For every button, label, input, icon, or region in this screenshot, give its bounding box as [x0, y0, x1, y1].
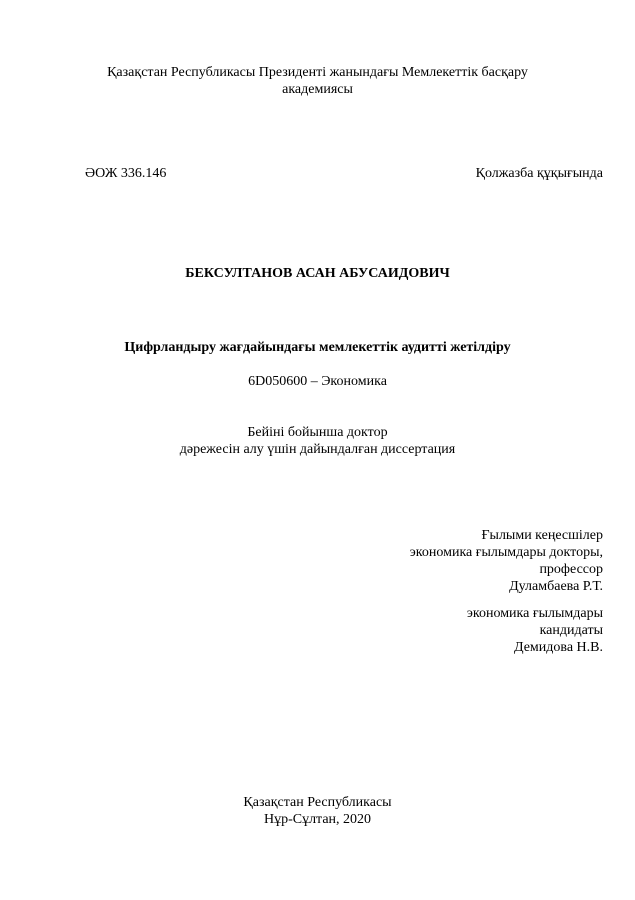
footer-country: Қазақстан Республикасы: [243, 795, 392, 810]
author-name: БЕКСУЛТАНОВ АСАН АБУСАИДОВИЧ: [185, 266, 450, 281]
institution-name: [0, 64, 635, 98]
degree-line-1: Бейіні бойынша доктор: [247, 425, 388, 440]
dissertation-title: Цифрландыру жағдайындағы мемлекеттік аудитті жетілдіру: [124, 340, 511, 355]
manuscript-rights: Қолжазба құқығында: [475, 166, 603, 181]
institution-line-2: академиясы: [282, 82, 353, 97]
specialty-code: 6D050600 – Экономика: [248, 374, 387, 389]
advisors-block: [410, 527, 603, 595]
advisor1-name: Дуламбаева Р.Т.: [509, 579, 603, 594]
degree-statement: [0, 424, 635, 458]
advisor2-degree: экономика ғылымдары: [466, 606, 603, 621]
advisor2-title: кандидаты: [539, 623, 603, 638]
advisor1-degree: экономика ғылымдары докторы,: [409, 545, 603, 560]
degree-line-2: дәрежесін алу үшін дайындалған диссертация: [179, 442, 456, 457]
advisors-heading: Ғылыми кеңесшілер: [481, 528, 603, 543]
institution-line-1: Қазақстан Республикасы Президенті жанындағы Мемлекеттік басқару: [107, 65, 528, 80]
footer-city-year: Нұр-Сұлтан, 2020: [263, 812, 372, 827]
advisor2-name: Демидова Н.В.: [514, 640, 603, 655]
footer-place-year: [0, 794, 635, 828]
advisor2-block: [467, 605, 603, 656]
udc-code: ӘОЖ 336.146: [85, 166, 167, 181]
advisor1-title: профессор: [539, 562, 603, 577]
